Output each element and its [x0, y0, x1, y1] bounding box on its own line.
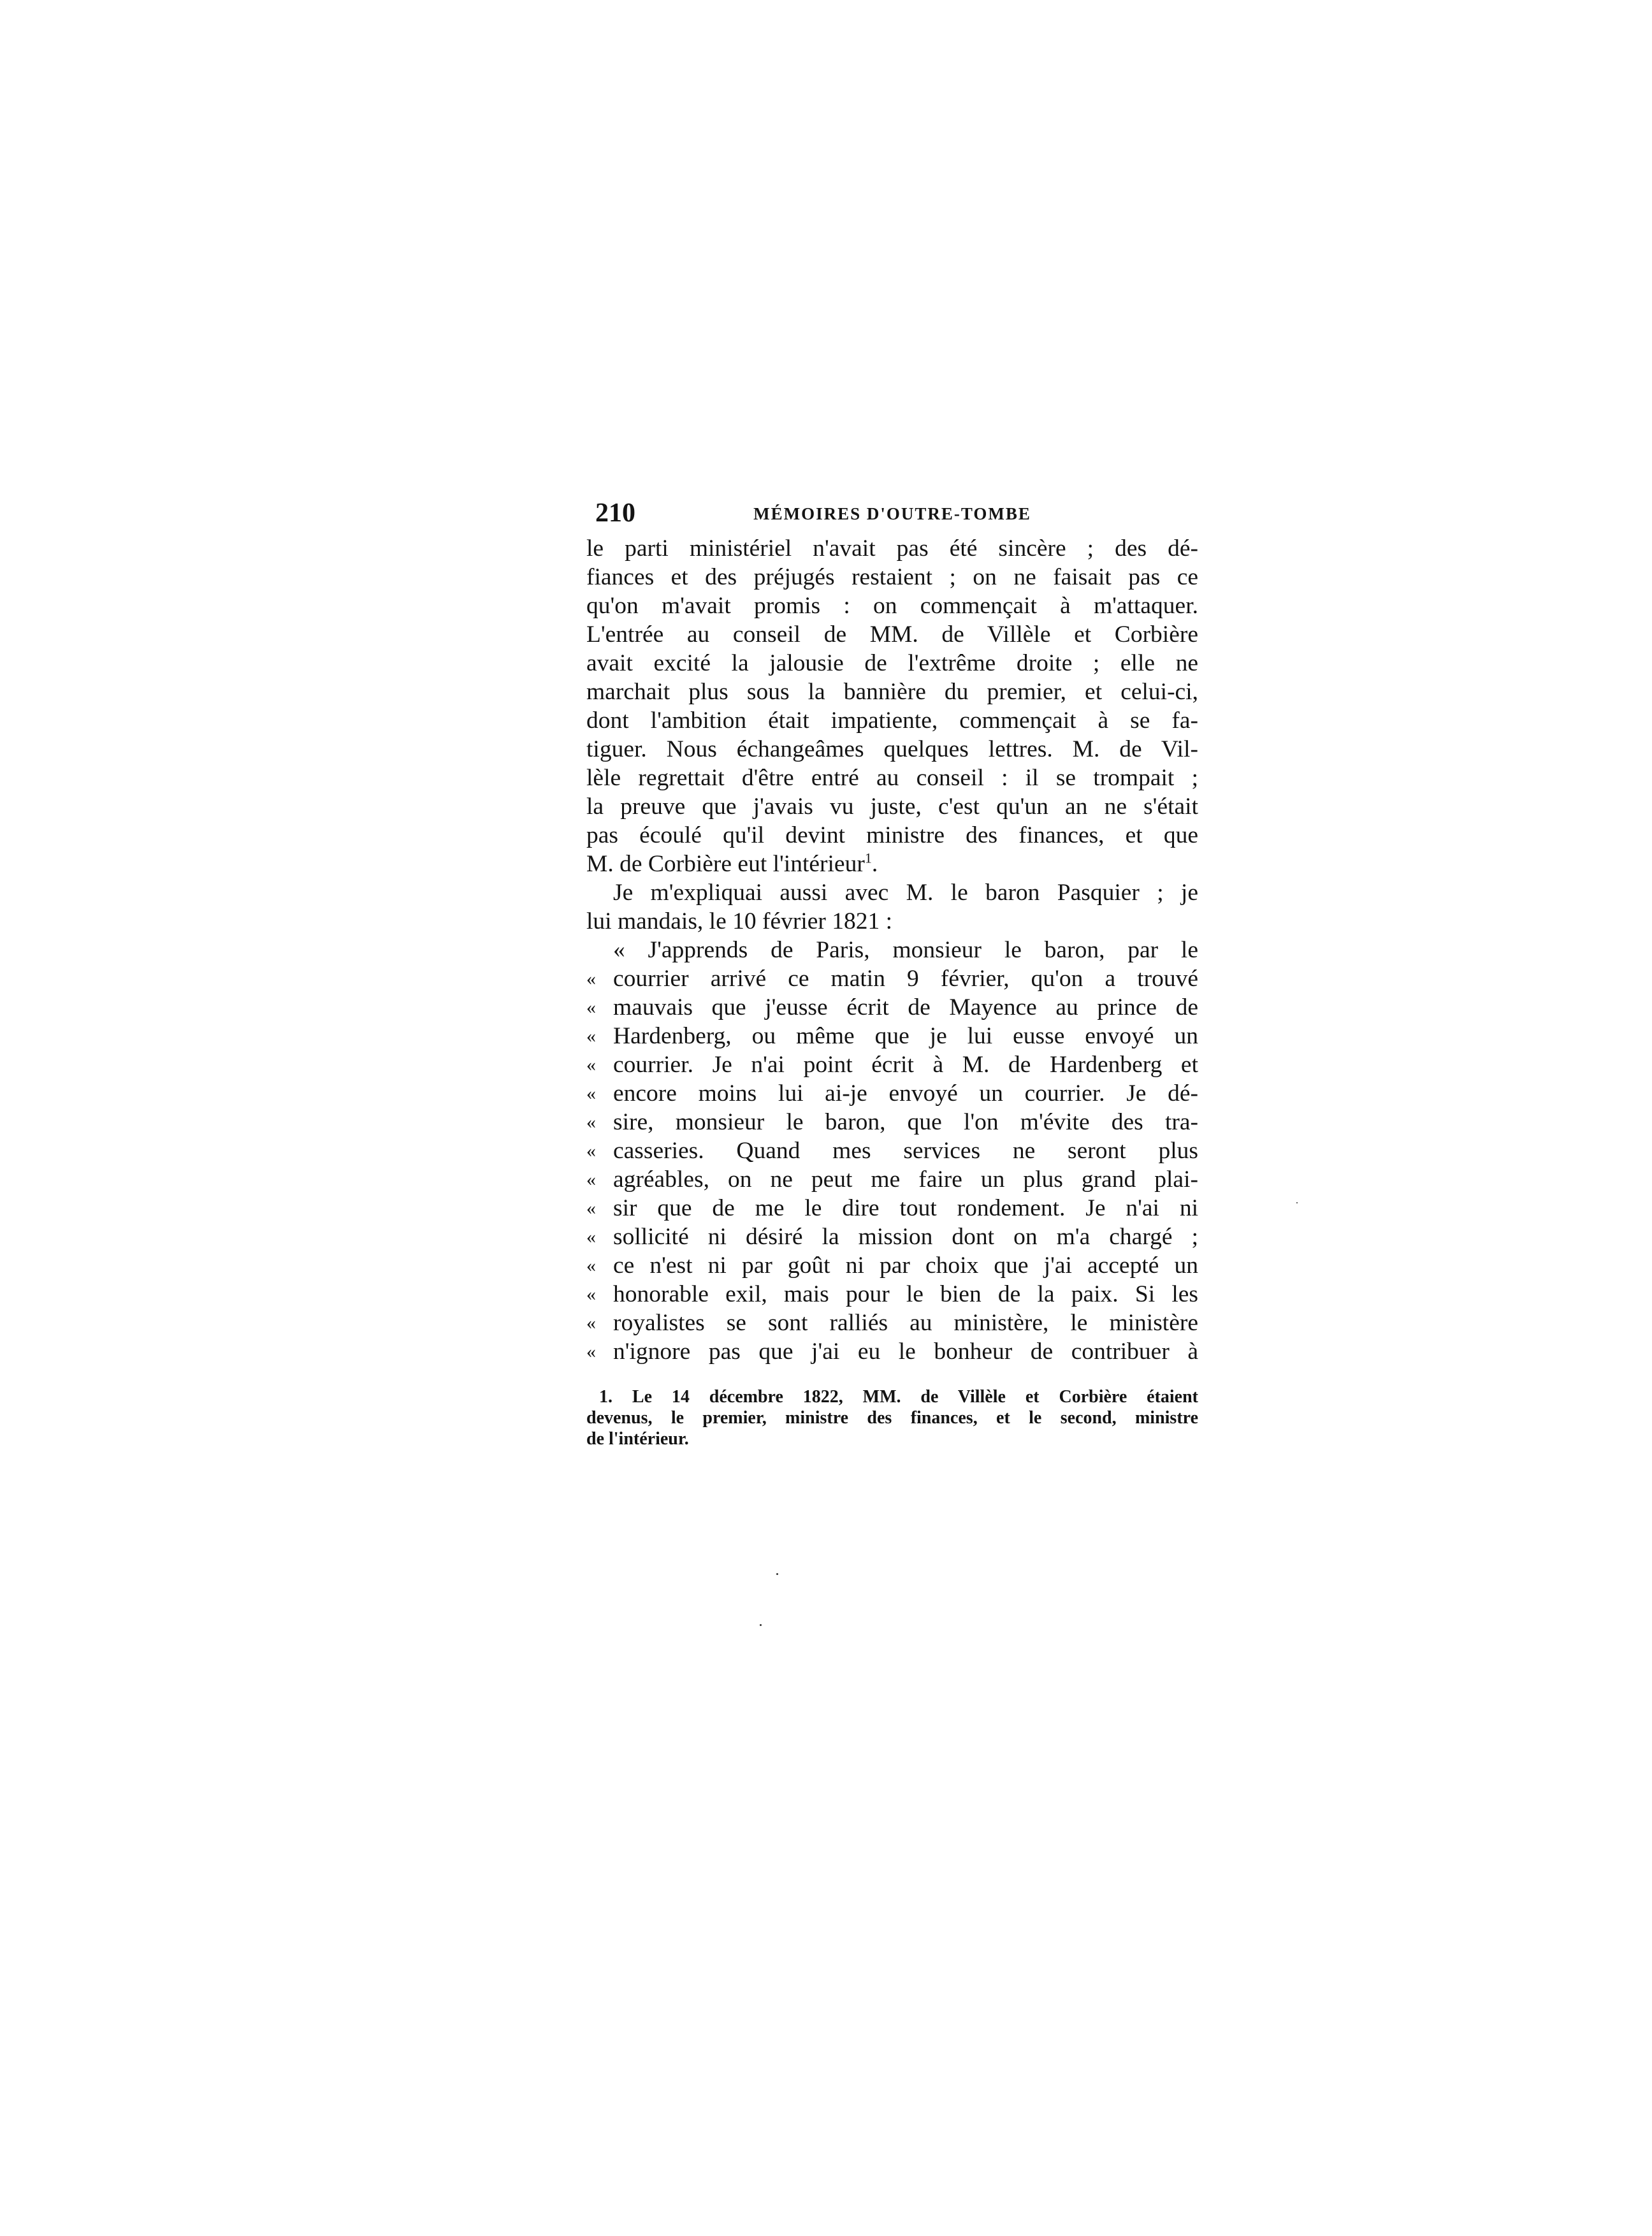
text-line: marchait plus sous la bannière du premier, et celui-ci,	[586, 679, 1198, 705]
text-line-content: M. de Corbière eut l'intérieur	[586, 851, 865, 877]
quote-text: sire, monsieur le baron, que l'on m'évite des tra-	[613, 1109, 1198, 1135]
page-number: 210	[595, 498, 635, 528]
text-line: dont l'ambition était impatiente, commençait à se fa-	[586, 708, 1198, 734]
quote-text: n'ignore pas que j'ai eu le bonheur de contribuer à	[613, 1339, 1198, 1365]
footnote	[586, 1386, 1198, 1449]
quote-mark: «	[586, 1169, 596, 1190]
quote-mark: «	[586, 1226, 596, 1247]
quote-text: sollicité ni désiré la mission dont on m'a chargé ;	[613, 1224, 1198, 1250]
footnote-reference: 1	[864, 850, 872, 866]
quote-text: royalistes se sont ralliés au ministère, le ministère	[613, 1310, 1198, 1336]
quote-line	[586, 1108, 1198, 1136]
quote-mark: «	[586, 1198, 596, 1219]
quote-mark: «	[586, 1054, 596, 1075]
quote-text: encore moins lui ai-je envoyé un courrier. Je dé-	[613, 1080, 1198, 1107]
quote-line	[586, 1251, 1198, 1280]
footnote-line: devenus, le premier, ministre des finances, et le second, ministre	[586, 1408, 1198, 1428]
footnote-line: de l'intérieur.	[586, 1429, 689, 1449]
print-speck	[1296, 1202, 1298, 1203]
quote-text: courrier. Je n'ai point écrit à M. de Hardenberg et	[613, 1052, 1198, 1078]
quote-line	[586, 1079, 1198, 1108]
print-speck	[776, 1573, 778, 1575]
quote-line	[586, 1136, 1198, 1165]
quote-mark: «	[586, 1255, 596, 1276]
text-line: lui mandais, le 10 février 1821 :	[586, 908, 893, 934]
quote-line	[586, 1022, 1198, 1050]
quote-line	[586, 1309, 1198, 1337]
print-speck	[760, 1624, 762, 1626]
text-line: la preuve que j'avais vu juste, c'est qu'un an ne s'était	[586, 794, 1198, 820]
text-line: Je m'expliquai aussi avec M. le baron Pasquier ; je	[613, 880, 1198, 906]
text-line: avait excité la jalousie de l'extrême droite ; elle ne	[586, 650, 1198, 676]
quote-text: casseries. Quand mes services ne seront plus	[613, 1138, 1198, 1164]
quote-mark: «	[586, 1112, 596, 1133]
quote-text: mauvais que j'eusse écrit de Mayence au prince de	[613, 994, 1198, 1020]
quote-mark: «	[586, 1140, 596, 1161]
footnote-line: 1. Le 14 décembre 1822, MM. de Villèle et Corbière étaient	[599, 1387, 1198, 1407]
text-line: tiguer. Nous échangeâmes quelques lettres. M. de Vil-	[586, 736, 1198, 762]
text-line: lèle regrettait d'être entré au conseil : il se trompait ;	[586, 765, 1198, 791]
quote-line	[586, 964, 1198, 993]
quote-line	[586, 1165, 1198, 1194]
text-line: le parti ministériel n'avait pas été sincère ; des dé-	[586, 535, 1198, 562]
quote-text: sir que de me le dire tout rondement. Je n'ai ni	[613, 1195, 1198, 1221]
quote-mark: «	[586, 997, 596, 1018]
quote-mark: «	[586, 1284, 596, 1305]
quote-line	[586, 1280, 1198, 1309]
quote-line	[586, 1194, 1198, 1223]
quote-line: « J'apprends de Paris, monsieur le baron, par le	[613, 937, 1198, 963]
quote-text: honorable exil, mais pour le bien de la paix. Si les	[613, 1281, 1198, 1307]
quote-text: ce n'est ni par goût ni par choix que j'ai accepté un	[613, 1252, 1198, 1279]
quote-text: courrier arrivé ce matin 9 février, qu'on a trouvé	[613, 966, 1198, 992]
quote-line	[586, 993, 1198, 1022]
quote-line	[586, 1337, 1198, 1366]
text-line: L'entrée au conseil de MM. de Villèle et Corbière	[586, 621, 1198, 648]
quote-mark: «	[586, 968, 596, 989]
book-page	[586, 497, 1198, 1449]
quote-line	[586, 1050, 1198, 1079]
quote-mark: «	[586, 1312, 596, 1333]
text-line: qu'on m'avait promis : on commençait à m'attaquer.	[586, 593, 1198, 619]
running-title: MÉMOIRES D'OUTRE-TOMBE	[753, 504, 1031, 523]
quote-mark: «	[586, 1083, 596, 1104]
quote-mark: «	[586, 1341, 596, 1362]
quote-line	[586, 1223, 1198, 1251]
body-text	[586, 534, 1198, 1366]
text-line: pas écoulé qu'il devint ministre des finances, et que	[586, 822, 1198, 848]
quote-text: Hardenberg, ou même que je lui eusse envoyé un	[613, 1023, 1198, 1049]
text-line: fiances et des préjugés restaient ; on ne faisait pas ce	[586, 564, 1198, 590]
page-header	[586, 497, 1198, 529]
quote-text: agréables, on ne peut me faire un plus grand plai-	[613, 1166, 1198, 1193]
quote-mark: «	[586, 1026, 596, 1047]
text-line: M. de Corbière eut l'intérieur$^1$.	[586, 850, 878, 877]
